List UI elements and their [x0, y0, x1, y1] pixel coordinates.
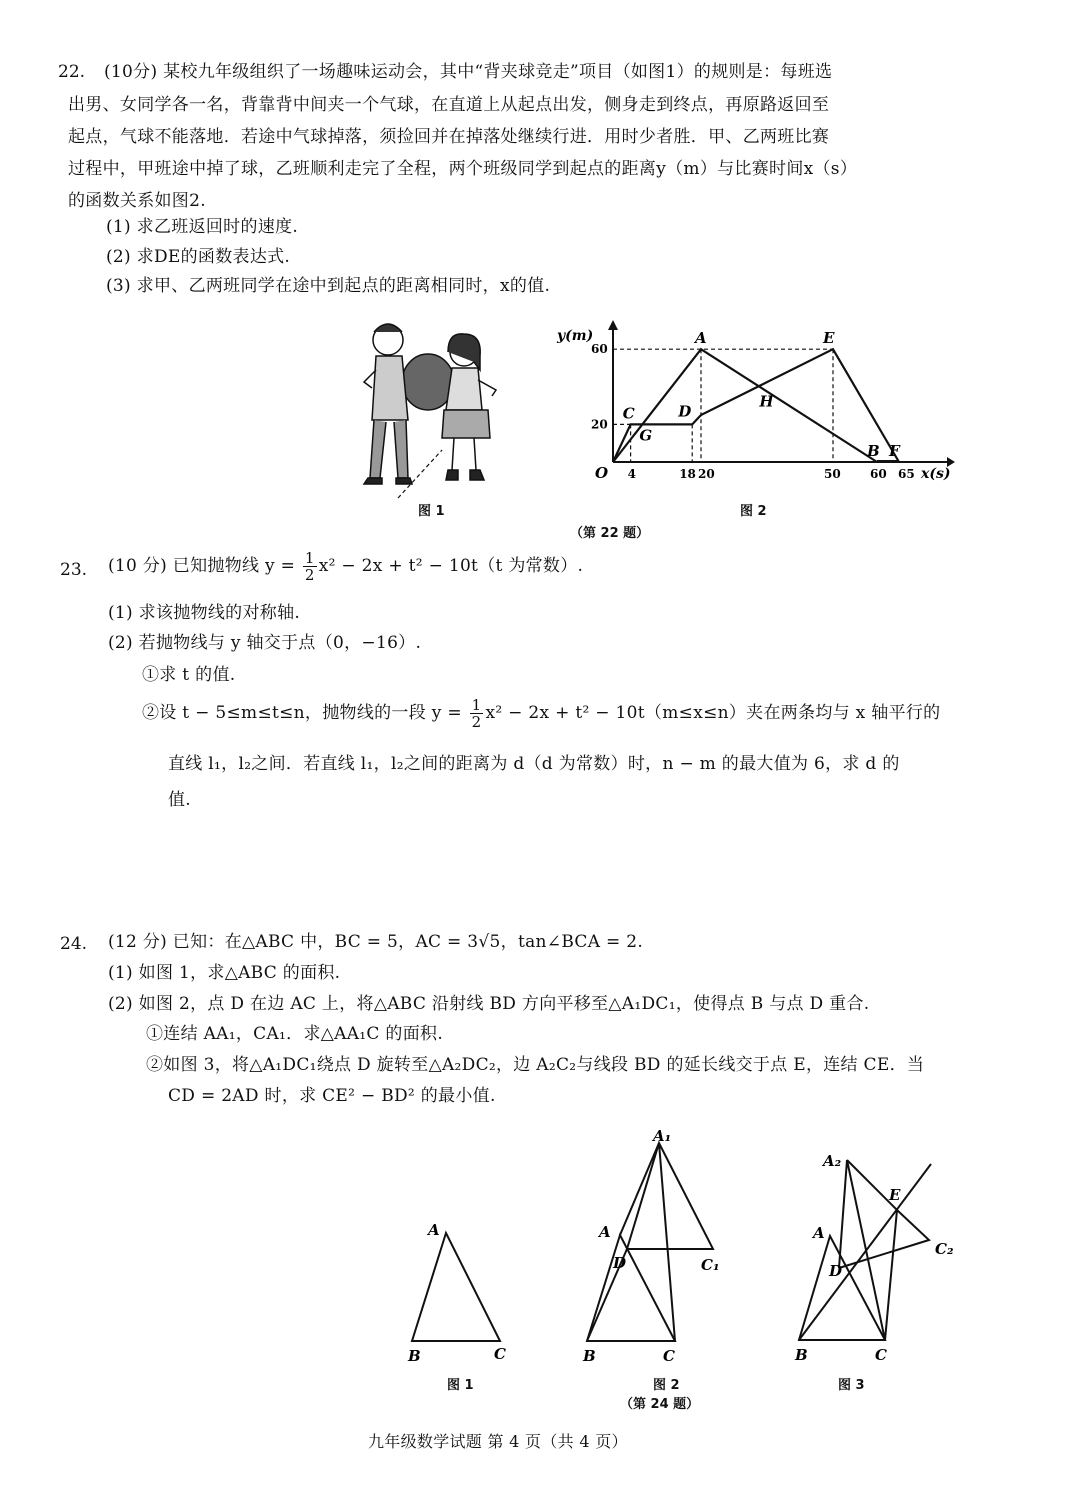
- q22-part-1: (1) 求乙班返回时的速度.: [106, 217, 299, 237]
- q22-part-2: (2) 求DE的函数表达式.: [106, 247, 291, 267]
- q24-fig1-caption: 图 1: [447, 1378, 474, 1393]
- page-footer: 九年级数学试题 第 4 页（共 4 页）: [368, 1432, 628, 1451]
- q24-f2-label-c1: C₁: [701, 1256, 720, 1274]
- q24-fig3-caption: 图 3: [838, 1378, 865, 1393]
- q24-fig1-triangle: [400, 1215, 520, 1375]
- q24-f2-label-c: C: [663, 1347, 675, 1365]
- series-line-0: [613, 349, 877, 462]
- point-label-a: A: [695, 329, 707, 348]
- q23-part-2: (2) 若抛物线与 y 轴交于点（0，−16）.: [108, 633, 422, 653]
- balloon-shape: [402, 354, 454, 410]
- q23-frac2-num: 1: [471, 696, 482, 714]
- q24-f1-label-a: A: [428, 1221, 440, 1239]
- q24-part-2b-line1: ②如图 3，将△A₁DC₁绕点 D 旋转至△A₂DC₂，边 A₂C₂与线段 BD 的延长线交于点 E，连结 CE．当: [146, 1055, 925, 1075]
- q23-frac2-den: 2: [471, 713, 482, 731]
- q24-f2-label-d: D: [613, 1254, 627, 1272]
- q22-fig1-caption: 图 1: [418, 504, 445, 519]
- q23-frac-den: 2: [304, 566, 315, 584]
- q24-f3-label-c2: C₂: [935, 1240, 954, 1258]
- q24-f3-label-b: B: [795, 1346, 808, 1364]
- q23-part-2b-a: ②设 t − 5≤m≤t≤n，抛物线的一段 y =: [142, 703, 468, 723]
- q23-part-2b: [142, 697, 940, 730]
- q22-line-3: 起点，气球不能落地．若途中气球掉落，须捡回并在掉落处继续行进．用时少者胜．甲、乙两班比赛: [68, 127, 830, 147]
- y-axis-label: y(m): [557, 328, 594, 344]
- q22-part-3: (3) 求甲、乙两班同学在途中到起点的距离相同时，x的值.: [106, 276, 551, 296]
- q23-part-1: (1) 求该抛物线的对称轴.: [108, 603, 301, 623]
- q24-part-2b-line2: CD = 2AD 时，求 CE² − BD² 的最小值.: [168, 1086, 496, 1106]
- q22-line-5: 的函数关系如图2.: [68, 191, 206, 211]
- segment-ce: [885, 1210, 897, 1340]
- point-label-b: B: [867, 442, 880, 460]
- q22-fig2-graph: [555, 318, 955, 494]
- q22-fig1-illustration: [350, 310, 510, 510]
- q23-fraction: [303, 550, 317, 583]
- x-tick-60: 60: [870, 467, 887, 481]
- point-label-g: G: [639, 426, 653, 445]
- triangle-a1dc1: [627, 1143, 713, 1249]
- origin-label: O: [595, 464, 609, 482]
- q23-frac-num: 1: [304, 549, 315, 567]
- x-tick-50: 50: [824, 467, 841, 481]
- point-label-h: H: [759, 392, 774, 411]
- y-axis-arrow: [608, 320, 618, 330]
- point-label-e: E: [823, 329, 835, 348]
- q24-f1-label-b: B: [408, 1347, 421, 1365]
- q23-part-2b-line3: 值.: [168, 790, 192, 810]
- x-tick-18: 18: [679, 467, 696, 481]
- q22-number: 22.: [58, 62, 86, 82]
- triangle-abc: [412, 1233, 500, 1341]
- q24-f2-label-a1: A₁: [653, 1127, 672, 1145]
- x-tick-20: 20: [698, 467, 715, 481]
- q24-part-2: (2) 如图 2，点 D 在边 AC 上，将△ABC 沿射线 BD 方向平移至△A₁DC₁，使得点 B 与点 D 重合.: [108, 994, 870, 1014]
- x-tick-4: 4: [627, 467, 636, 481]
- q22-question-caption: （第 22 题）: [570, 526, 650, 541]
- q24-fig3-rotation: [785, 1140, 965, 1370]
- q24-f3-label-a: A: [813, 1224, 825, 1242]
- point-label-f: F: [889, 442, 900, 460]
- q24-fig2-caption: 图 2: [653, 1378, 680, 1393]
- q24-f3-label-d: D: [829, 1262, 843, 1280]
- y-tick-60: 60: [591, 342, 608, 357]
- q23-part-2b-line2: 直线 l₁，l₂之间．若直线 l₁，l₂之间的距离为 d（d 为常数）时，n − m 的最大值为 6，求 d 的: [168, 754, 900, 774]
- q24-question-caption: （第 24 题）: [620, 1397, 700, 1412]
- q24-part-1: (1) 如图 1，求△ABC 的面积.: [108, 963, 341, 983]
- q24-f3-label-e: E: [889, 1186, 901, 1204]
- q23-number: 23.: [60, 560, 88, 580]
- point-label-d: D: [678, 402, 692, 421]
- triangle-abc-2: [587, 1235, 675, 1341]
- q24-f3-label-a2: A₂: [823, 1152, 842, 1170]
- q23-intro-a: (10 分) 已知抛物线 y =: [108, 556, 301, 576]
- triangle-a2dc2: [839, 1160, 929, 1268]
- segment-a2-c: [847, 1160, 885, 1340]
- x-axis-label: x(s): [921, 466, 951, 482]
- point-label-c: C: [622, 404, 635, 423]
- q23-part-2b-b: x² − 2x + t² − 10t（m≤x≤n）夹在两条均与 x 轴平行的: [485, 703, 941, 723]
- q24-fig2-translation: [575, 1125, 735, 1370]
- q23-fraction-2: [470, 697, 484, 730]
- ray-bd-extended: [799, 1164, 931, 1340]
- q22-line-1: (10分) 某校九年级组织了一场趣味运动会，其中“背夹球竞走”项目（如图1）的规则是：每班选: [104, 62, 833, 82]
- q22-line-2: 出男、女同学各一名，背靠背中间夹一个气球，在直道上从起点出发，侧身走到终点，再原路返回至: [68, 95, 830, 115]
- q24-f2-label-b: B: [583, 1347, 596, 1365]
- q23-intro-b: x² − 2x + t² − 10t（t 为常数）.: [318, 556, 584, 576]
- q24-f3-label-c: C: [875, 1346, 887, 1364]
- q24-part-2a: ①连结 AA₁，CA₁．求△AA₁C 的面积.: [146, 1024, 444, 1044]
- q24-number: 24.: [60, 934, 88, 954]
- q24-f2-label-a: A: [599, 1223, 611, 1241]
- y-tick-20: 20: [591, 417, 608, 432]
- q23-intro: [108, 550, 583, 583]
- q24-intro: (12 分) 已知：在△ABC 中，BC = 5，AC = 3√5，tan∠BCA = 2.: [108, 932, 644, 952]
- q22-line-4: 过程中，甲班途中掉了球，乙班顺利走完了全程，两个班级同学到起点的距离y（m）与比赛时间x（s）: [68, 159, 858, 179]
- x-tick-65: 65: [898, 467, 915, 481]
- q22-fig2-caption: 图 2: [740, 504, 767, 519]
- q23-part-2a: ①求 t 的值.: [142, 665, 236, 685]
- q24-f1-label-c: C: [494, 1345, 506, 1363]
